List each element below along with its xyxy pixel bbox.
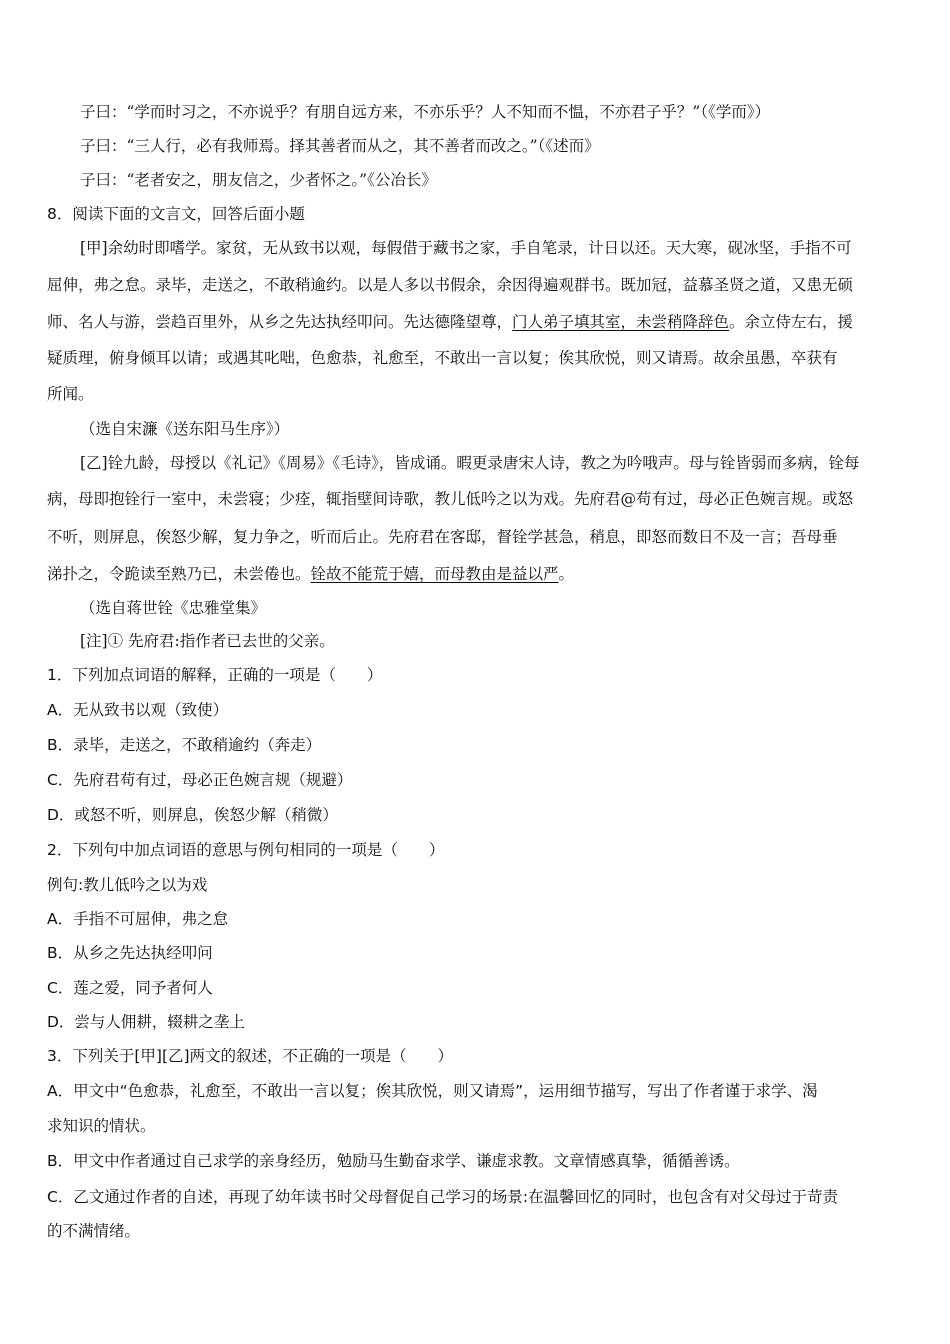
quote-line-2: 子曰：“三人行，必有我师焉。择其善者而从之，其不善者而改之。”（《述而》 — [80, 137, 600, 155]
yi-line-4-end: 。 — [558, 565, 575, 583]
yi-line-4 — [47, 563, 574, 585]
jia-line-2: 屈伸，弗之怠。录毕，走送之，不敢稍逾约。以是人多以书假余，余因得遍观群书。既加冠，益慕圣贤之道，又患无硕 — [47, 276, 854, 294]
question-2-option-d: D．尝与人佣耕，辍耕之垄上 — [47, 1013, 245, 1031]
question-8-title: 8．阅读下面的文言文，回答后面小题 — [47, 205, 305, 223]
question-3-option-c-line-1: C．乙文通过作者的自述，再现了幼年读书时父母督促自己学习的场景:在温馨回忆的同时，也包含有对父母过于苛责 — [47, 1188, 839, 1206]
quote-line-1: 子曰：“学而时习之，不亦说乎？有朋自远方来，不亦乐乎？人不知而不愠，不亦君子乎？”（《学而》） — [80, 103, 771, 121]
yi-line-3: 不听，则屏息，俟怒少解，复力争之，听而后止。先府君在客邸，督铨学甚急，稍息，即怒而数日不及一言；吾母垂 — [47, 528, 838, 546]
jia-line-1: [甲]余幼时即嗜学。家贫，无从致书以观，每假借于藏书之家，手自笔录，计日以还。天大寒，砚冰坚，手指不可 — [80, 239, 852, 257]
yi-note: [注]① 先府君:指作者已去世的父亲。 — [80, 632, 335, 650]
question-2-option-a: A．手指不可屈伸，弗之怠 — [47, 910, 229, 928]
jia-line-5: 所闻。 — [47, 385, 94, 403]
jia-line-3 — [47, 311, 853, 333]
jia-line-3-end: 。余立侍左右，援 — [729, 313, 854, 331]
question-1-option-d: D．或怒不听，则屏息，俟怒少解（稍微） — [47, 806, 338, 824]
question-2-stem: 2．下列句中加点词语的意思与例句相同的一项是（ ） — [47, 841, 445, 859]
question-3-option-b: B．甲文中作者通过自己求学的亲身经历，勉励马生勤奋求学、谦虚求教。文章情感真挚，循循善诱。 — [47, 1152, 740, 1170]
question-2-option-b: B．从乡之先达执经叩问 — [47, 944, 213, 962]
yi-line-4-text: 涕扑之，令跪读至熟乃已，未尝倦也。 — [47, 565, 311, 583]
question-3-option-a-line-2: 求知识的情状。 — [47, 1117, 156, 1135]
question-1-option-a: A．无从致书以观（致使） — [47, 701, 229, 719]
question-3-stem: 3．下列关于[甲][乙]两文的叙述，不正确的一项是（ ） — [47, 1047, 454, 1065]
jia-line-3-text: 师、名人与游，尝趋百里外，从乡之先达执经叩问。先达德隆望尊， — [47, 313, 513, 331]
question-2-example: 例句:教儿低吟之以为戏 — [47, 876, 208, 894]
yi-line-2: 病，母即抱铨行一室中，未尝寝；少痊，辄指壁间诗歌，教儿低吟之以为戏。先府君@苟有过，母必正色婉言规。或怒 — [47, 490, 854, 508]
question-3-option-a-line-1: A．甲文中“色愈恭，礼愈至，不敢出一言以复；俟其欣悦，则又请焉”，运用细节描写，写出了作者谨于求学、渴 — [47, 1082, 818, 1100]
question-3-option-c-line-2: 的不满情绪。 — [47, 1222, 141, 1240]
question-1-stem: 1．下列加点词语的解释，正确的一项是（ ） — [47, 666, 383, 684]
yi-source: （选自蒋世铨《忠雅堂集》 — [80, 599, 267, 617]
jia-line-4: 疑质理，俯身倾耳以请；或遇其叱咄，色愈恭，礼愈至，不敢出一言以复；俟其欣悦，则又请焉。故余虽愚，卒获有 — [47, 349, 838, 367]
yi-line-1: [乙]铨九龄，母授以《礼记》《周易》《毛诗》，皆成诵。暇更录唐宋人诗，教之为吟哦声。母与铨皆弱而多病，铨每 — [80, 454, 860, 472]
quote-line-3: 子曰：“老者安之，朋友信之，少者怀之。”《公冶长》 — [80, 171, 437, 189]
yi-underlined-sentence: 铨故不能荒于嬉，而母教由是益以严 — [310, 565, 559, 583]
question-1-option-b: B．录毕，走送之，不敢稍逾约（奔走） — [47, 736, 322, 754]
question-1-option-c: C．先府君苟有过，母必正色婉言规（规避） — [47, 771, 353, 789]
jia-underlined-sentence: 门人弟子填其室，未尝稍降辞色 — [512, 313, 730, 331]
jia-source: （选自宋濂《送东阳马生序》） — [80, 420, 290, 438]
question-2-option-c: C．莲之爱，同予者何人 — [47, 979, 213, 997]
